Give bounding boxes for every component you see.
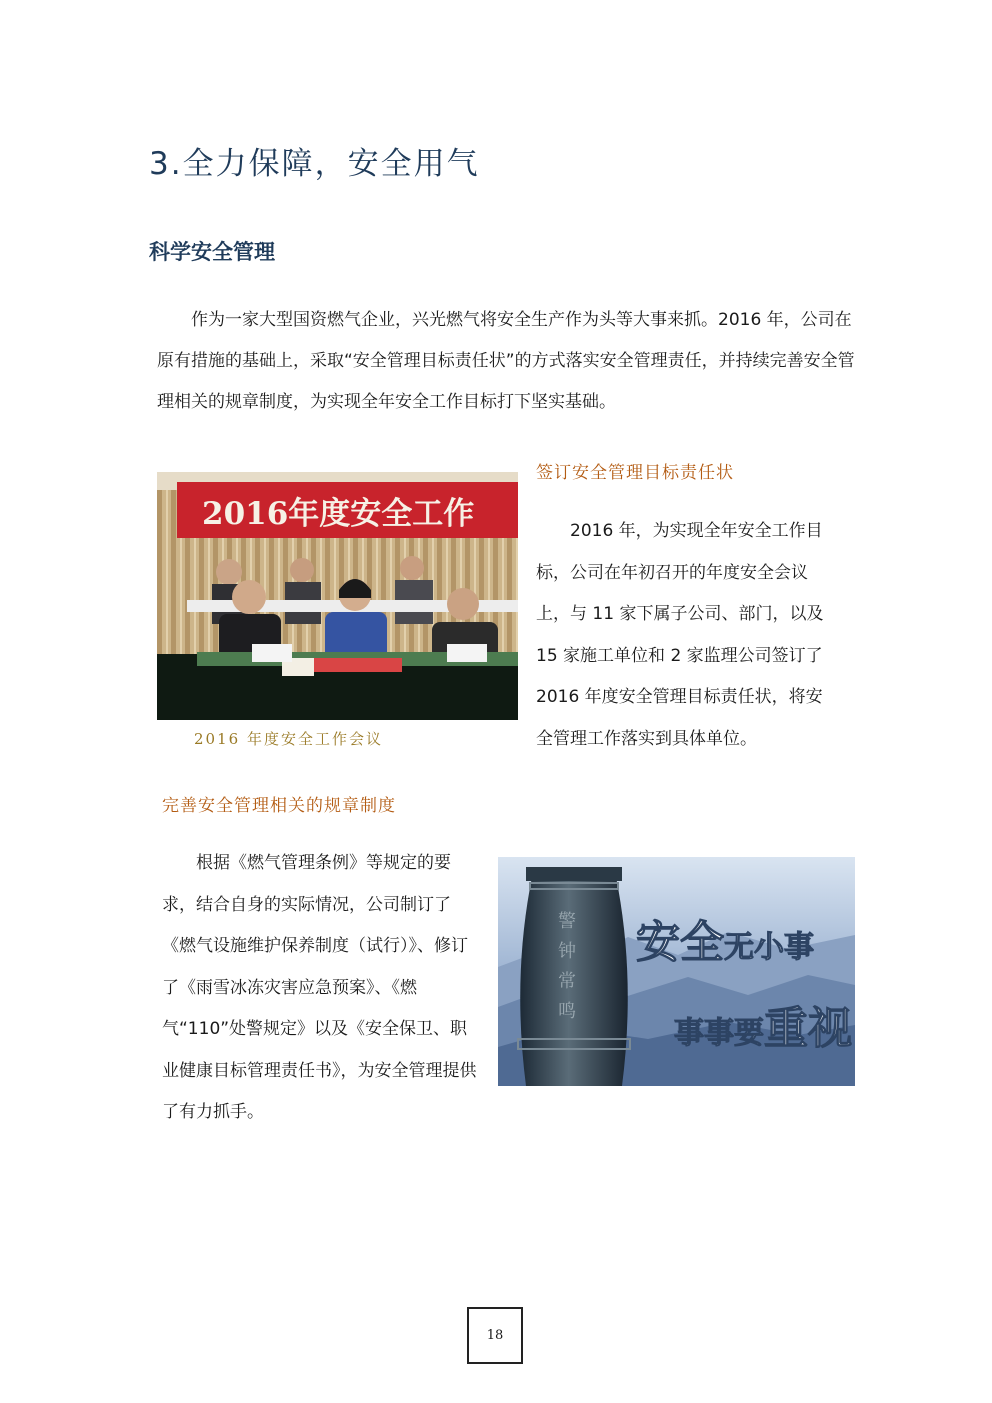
safety-poster <box>498 857 855 1086</box>
target-responsibility-paragraph <box>536 494 836 777</box>
bell-char-3: 常 <box>558 971 576 992</box>
page-number: 18 <box>467 1307 523 1364</box>
bell-char-4: 鸣 <box>558 1001 576 1022</box>
slogan-big-2: 重视 <box>764 1003 852 1054</box>
meeting-photo <box>157 472 518 720</box>
regulations-text: 根据《燃气管理条例》等规定的要求，结合自身的实际情况，公司制订了《燃气设施维护保养制度（试行）》、修订了《雨雪冰冻灾害应急预案》、《燃气“110”处警规定》以及《安全保卫、职业健康目标管理责任书》，为安全管理提供了有力抓手。 <box>162 853 477 1122</box>
slogan-small-1: 无小事 <box>724 930 814 965</box>
section-title: 科学安全管理 <box>149 240 275 264</box>
intro-paragraph <box>157 300 857 423</box>
subheading-regulations: 完善安全管理相关的规章制度 <box>162 796 396 816</box>
target-responsibility-text: 2016 年，为实现全年安全工作目标，公司在年初召开的年度安全会议上，与 11 家下属子公司、部门，以及 15 家施工单位和 2 家监理公司签订了 2016 年度安全管理目标责任状，将安全管理工作落实到具体单位。 <box>536 521 824 749</box>
meeting-banner-text: 2016年度安全工作 <box>202 496 475 532</box>
regulations-paragraph <box>162 826 482 1151</box>
page-title: 3.全力保障，安全用气 <box>149 146 480 182</box>
subheading-target-responsibility: 签订安全管理目标责任状 <box>536 463 734 483</box>
intro-text: 作为一家大型国资燃气企业，兴光燃气将安全生产作为头等大事来抓。2016 年，公司在原有措施的基础上，采取“安全管理目标责任状”的方式落实安全管理责任，并持续完善安全管理相关的规章制度，为实现全年安全工作目标打下坚实基础。 <box>157 310 855 412</box>
bell-char-1: 警 <box>558 911 576 932</box>
meeting-photo-caption: 2016 年度安全工作会议 <box>194 730 383 748</box>
slogan-small-2: 事事要 <box>674 1016 764 1051</box>
bell-char-2: 钟 <box>558 941 576 962</box>
slogan-big-1: 安全 <box>636 917 724 968</box>
